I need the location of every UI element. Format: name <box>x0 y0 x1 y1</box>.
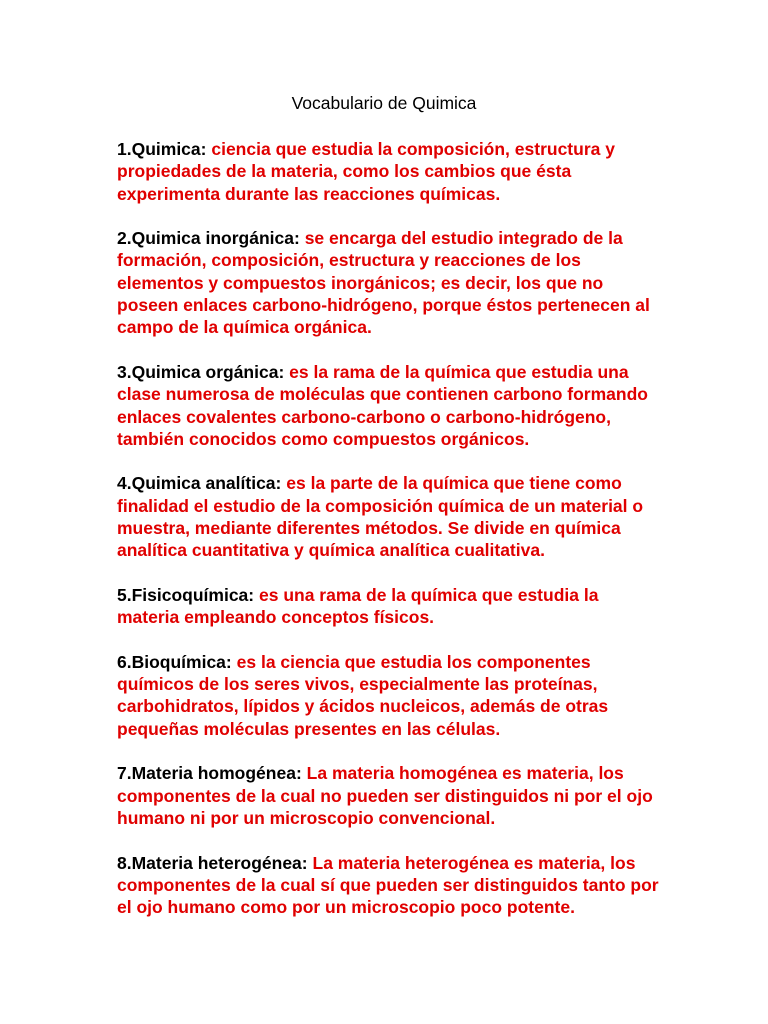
entry-term: 1.Quimica: <box>117 139 207 159</box>
vocabulary-list <box>117 138 662 941</box>
entry-definition: se encarga del estudio integrado de la formación, composición, estructura y reacciones de los elementos y compuestos inorgánicos; es decir, los que no poseen enlaces carbono-hidrógeno, porque éstos pertenecen al campo de la química orgánica. <box>117 228 650 338</box>
vocabulary-entry <box>117 227 662 338</box>
vocabulary-entry <box>117 584 662 629</box>
vocabulary-entry <box>117 651 662 740</box>
entry-term: 5.Fisicoquímica: <box>117 584 255 605</box>
entry-definition: es la parte de la química que tiene como finalidad el estudio de la composición química de un material o muestra, mediante diferentes métodos. Se divide en química analítica cuantitativa y química analítica cualitativa. <box>117 473 644 561</box>
entry-term: 8.Materia heterogénea: <box>117 852 308 873</box>
vocabulary-entry <box>117 361 662 450</box>
entry-term: 3.Quimica orgánica: <box>117 361 285 382</box>
entry-definition: La materia homogénea es materia, los componentes de la cual no pueden ser distinguidos ni por el ojo humano ni por un microscopio convencional. <box>117 763 653 828</box>
document-title: Vocabulario de Quimica <box>291 93 477 113</box>
vocabulary-entry <box>117 762 662 829</box>
entry-term: 7.Materia homogénea: <box>117 763 302 784</box>
vocabulary-entry <box>117 138 662 205</box>
entry-definition: ciencia que estudia la composición, estructura y propiedades de la materia, como los cambios que ésta experimenta durante las reacciones químicas. <box>117 139 615 204</box>
entry-definition: La materia heterogénea es materia, los componentes de la cual sí que pueden ser distinguidos tanto por el ojo humano como por un microscopio poco potente. <box>117 852 659 918</box>
entry-term: 6.Bioquímica: <box>117 651 232 672</box>
entry-term: 2.Quimica inorgánica: <box>117 228 300 249</box>
entry-definition: es la ciencia que estudia los componentes químicos de los seres vivos, especialmente las proteínas, carbohidratos, lípidos y ácidos nucleicos, además de otras pequeñas moléculas presentes en las células. <box>117 651 609 739</box>
entry-term: 4.Quimica analítica: <box>117 473 282 494</box>
vocabulary-entry <box>117 472 662 561</box>
entry-definition: es la rama de la química que estudia una clase numerosa de moléculas que contienen carbono formando enlaces covalentes carbono-carbono o carbono-hidrógeno, también conocidos como compuestos orgánicos. <box>117 361 648 449</box>
entry-definition: es una rama de la química que estudia la materia empleando conceptos físicos. <box>117 584 599 628</box>
vocabulary-entry <box>117 852 662 919</box>
